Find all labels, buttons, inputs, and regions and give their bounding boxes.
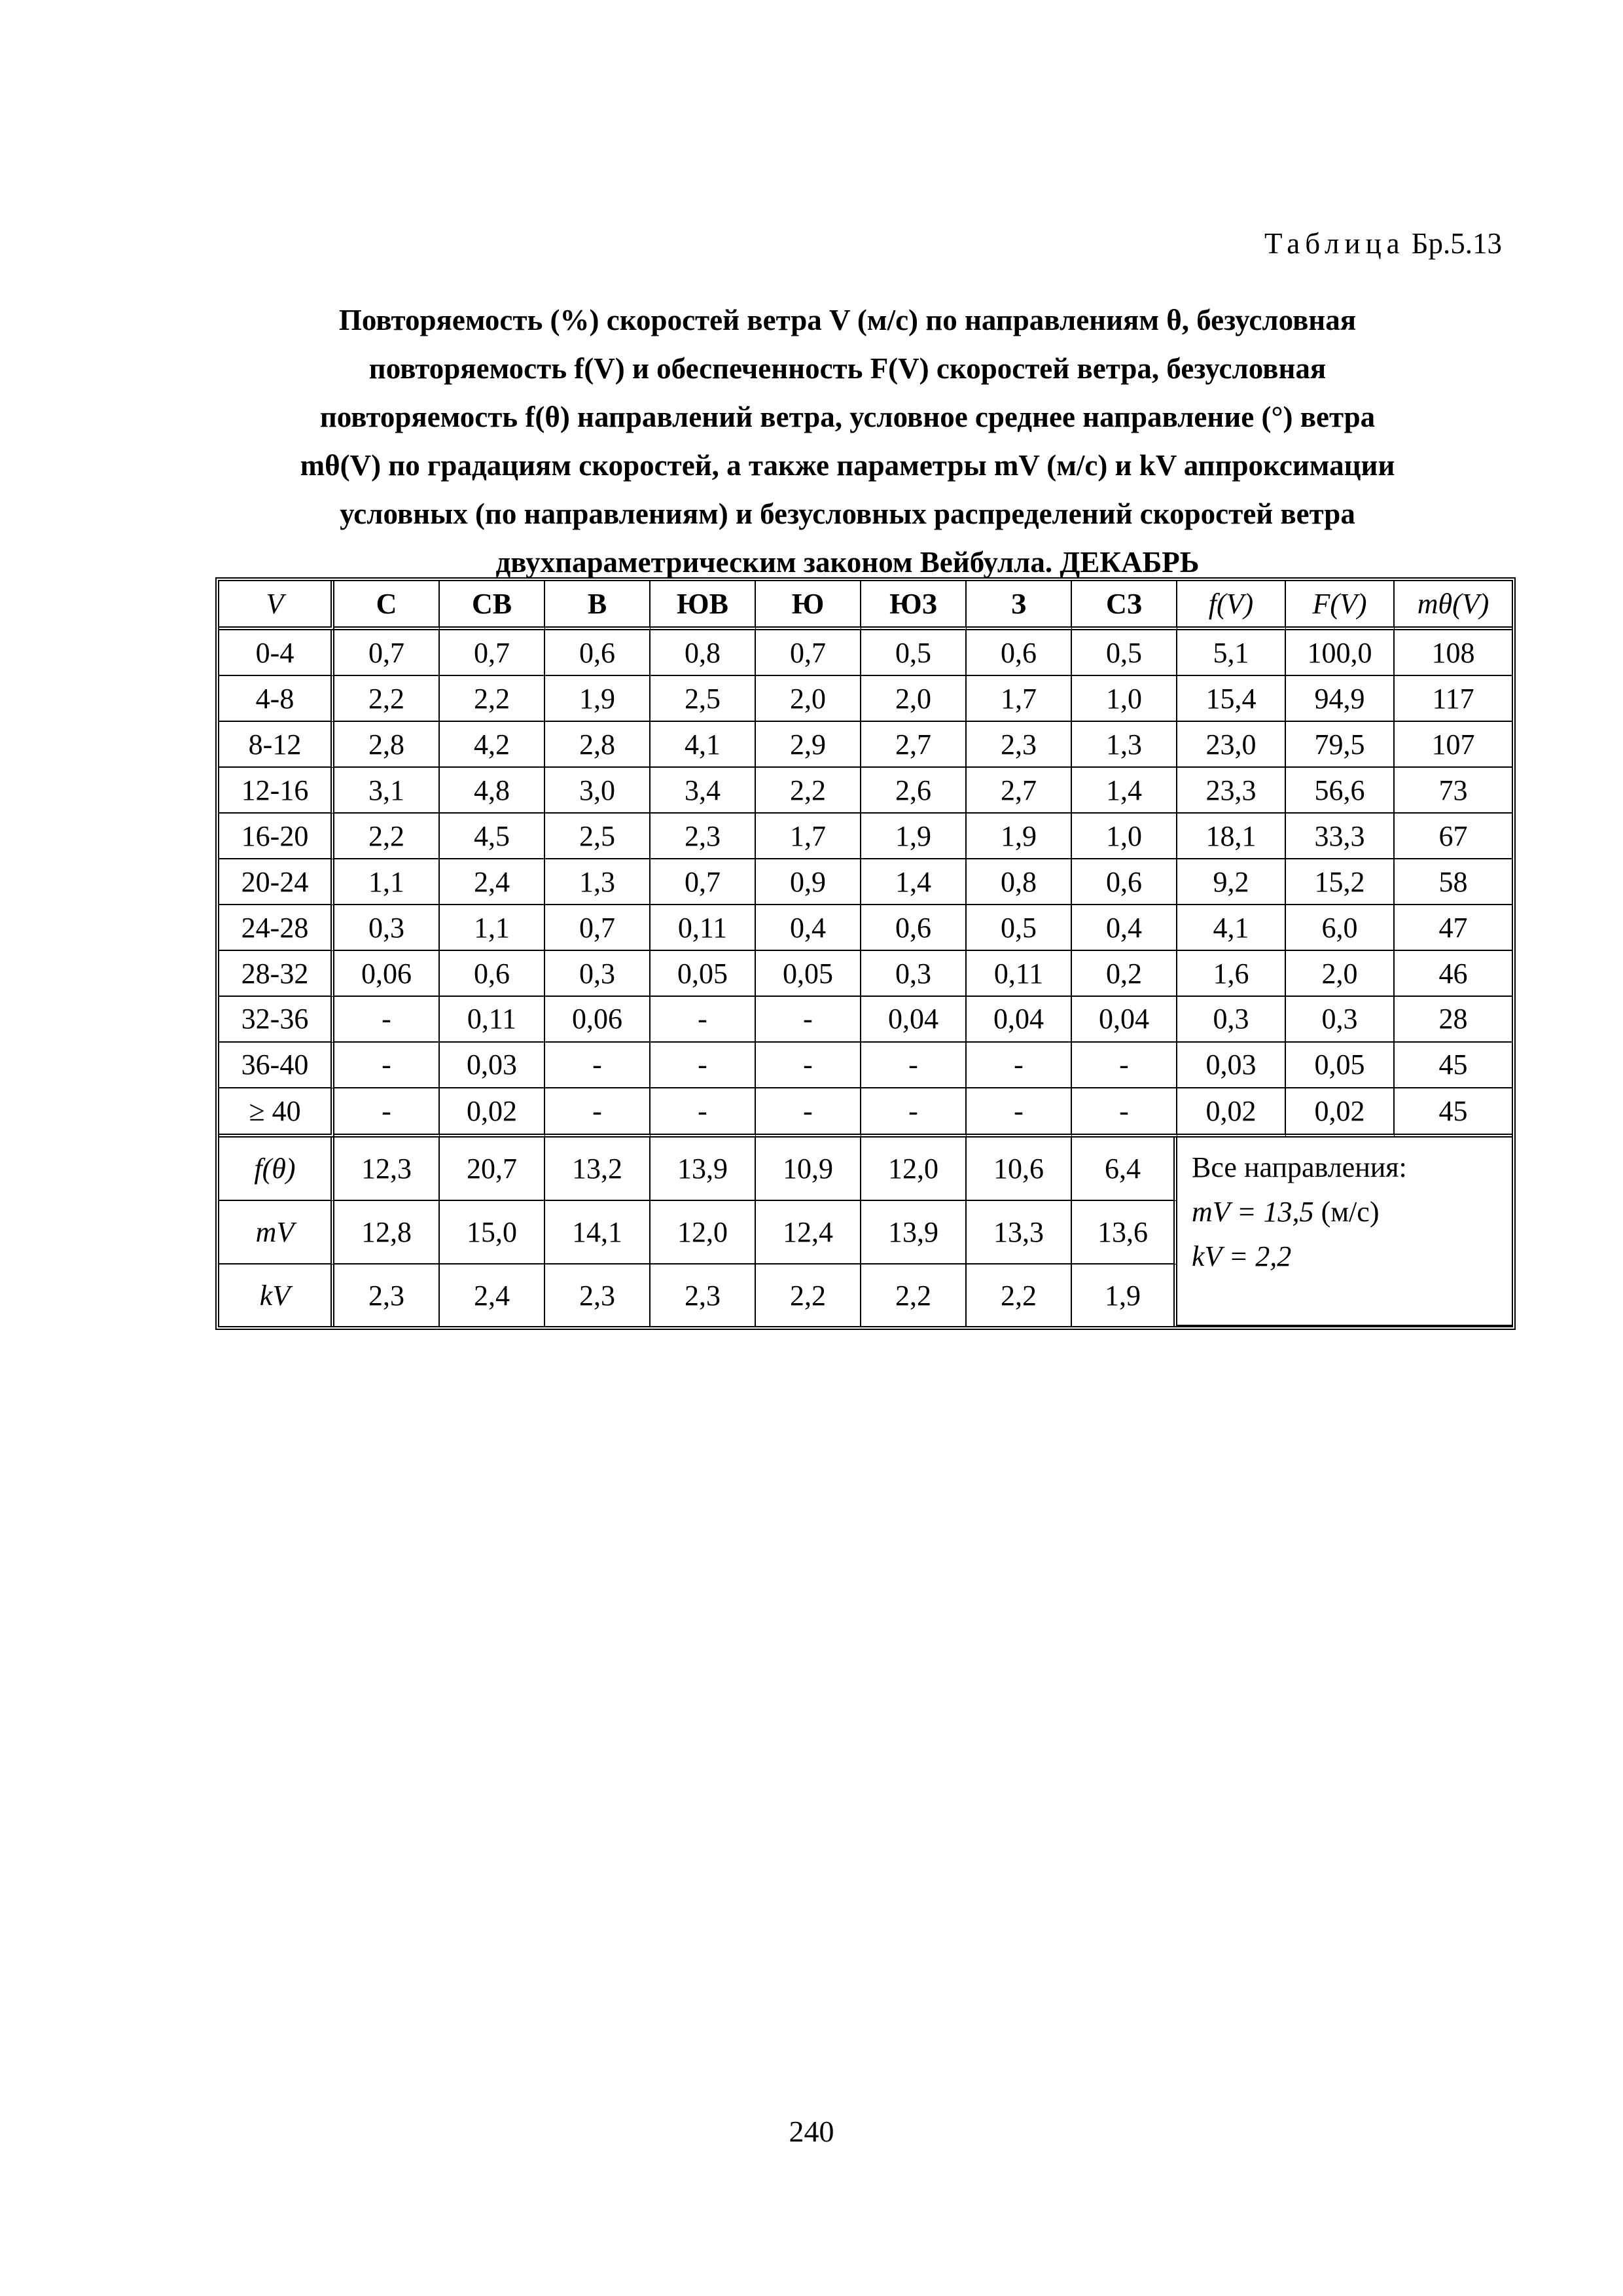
table-cell: 2,8 [545,722,651,768]
table-cell: 2,7 [861,722,967,768]
table-cell: 4,2 [440,722,545,768]
table-cell: 2,8 [334,722,440,768]
table-cell: 1,4 [1072,768,1177,814]
caption-line: двухпараметрическим законом Вейбулла. ДЕКАБРЬ [495,546,1200,579]
table-cell: 0,2 [1072,951,1177,997]
table-cell: 1,7 [967,676,1072,722]
table-cell: 2,3 [651,814,756,859]
speed-range-cell: 16-20 [219,814,334,859]
table-cell: - [967,1043,1072,1088]
table-cell: 9,2 [1177,859,1286,905]
column-header: СЗ [1072,581,1177,630]
table-row [219,1043,1512,1088]
table-cell: 0,6 [861,905,967,951]
table-row [219,951,1512,997]
table-cell: 1,0 [1072,814,1177,859]
table-cell: 47 [1395,905,1512,951]
speed-range-cell: 32-36 [219,997,334,1043]
stat-cell: 10,6 [967,1138,1072,1201]
table-cell: 0,3 [1286,997,1395,1043]
table-cell: 5,1 [1177,630,1286,676]
table-cell: 0,3 [334,905,440,951]
wind-speed-table [215,577,1516,1330]
stat-cell: 1,9 [1072,1265,1177,1326]
stat-cell: 13,9 [861,1201,967,1265]
table-cell: 2,0 [756,676,861,722]
table-cell: 0,8 [651,630,756,676]
speed-range-cell: 24-28 [219,905,334,951]
table-cell: 0,8 [967,859,1072,905]
table-cell: 28 [1395,997,1512,1043]
table-cell: 0,05 [756,951,861,997]
column-header: mθ(V) [1395,581,1512,630]
summary-kv: kV = 2,2 [1192,1240,1292,1273]
table-cell: 4,8 [440,768,545,814]
table-cell: 0,5 [967,905,1072,951]
table-cell: - [967,1088,1072,1138]
column-header: З [967,581,1072,630]
stat-cell: 2,3 [651,1265,756,1326]
table-cell: 1,9 [861,814,967,859]
table-cell: 0,11 [440,997,545,1043]
speed-range-cell: 20-24 [219,859,334,905]
stat-cell: 12,3 [334,1138,440,1201]
table-cell: 3,1 [334,768,440,814]
stat-cell: 12,0 [861,1138,967,1201]
stat-label: f(θ) [219,1138,334,1201]
stat-cell: 13,6 [1072,1201,1177,1265]
table-cell: 2,7 [967,768,1072,814]
table-cell: 1,3 [545,859,651,905]
column-header: С [334,581,440,630]
column-header: СВ [440,581,545,630]
column-header: ЮВ [651,581,756,630]
table-cell: 0,6 [967,630,1072,676]
table-cell: 2,2 [756,768,861,814]
stat-row [219,1138,1512,1201]
table-cell: 1,1 [440,905,545,951]
stat-cell: 13,2 [545,1138,651,1201]
table-cell: 2,5 [545,814,651,859]
table-cell: 73 [1395,768,1512,814]
table-row [219,1088,1512,1138]
table-cell: 2,0 [861,676,967,722]
table-label-prefix: Таблица [1264,227,1405,260]
table-row [219,814,1512,859]
table-cell: - [1072,1088,1177,1138]
column-header: V [219,581,334,630]
wind-table-container [215,577,1508,1330]
table-cell: 4,1 [1177,905,1286,951]
table-cell: - [334,997,440,1043]
stat-cell: 6,4 [1072,1138,1177,1201]
stat-cell: 20,7 [440,1138,545,1201]
table-cell: 15,2 [1286,859,1395,905]
stat-cell: 12,4 [756,1201,861,1265]
table-cell: 107 [1395,722,1512,768]
table-cell: 0,7 [756,630,861,676]
table-cell: 2,9 [756,722,861,768]
table-cell: - [1072,1043,1177,1088]
caption-line: условных (по направлениям) и безусловных распределений скоростей ветра [340,497,1355,530]
table-cell: 0,6 [440,951,545,997]
table-cell: 0,04 [1072,997,1177,1043]
table-cell: 45 [1395,1088,1512,1138]
table-cell: 1,4 [861,859,967,905]
table-cell: 3,4 [651,768,756,814]
table-cell: 0,11 [651,905,756,951]
table-cell: 0,02 [1286,1088,1395,1138]
table-cell: 0,03 [440,1043,545,1088]
speed-range-cell: 0-4 [219,630,334,676]
table-cell: 1,1 [334,859,440,905]
table-cell: 2,0 [1286,951,1395,997]
stat-label: mV [219,1201,334,1265]
table-cell: 4,5 [440,814,545,859]
speed-range-cell: 8-12 [219,722,334,768]
table-cell: 58 [1395,859,1512,905]
table-cell: 23,3 [1177,768,1286,814]
table-cell: 33,3 [1286,814,1395,859]
table-cell: 0,3 [1177,997,1286,1043]
summary-mv [1192,1190,1512,1234]
table-row [219,905,1512,951]
table-cell: 2,4 [440,859,545,905]
table-cell: 2,5 [651,676,756,722]
table-cell: 45 [1395,1043,1512,1088]
table-cell: 0,7 [440,630,545,676]
table-cell: - [334,1088,440,1138]
table-cell: 1,3 [1072,722,1177,768]
table-cell: 2,2 [334,676,440,722]
table-cell: 0,5 [1072,630,1177,676]
caption-line: повторяемость f(θ) направлений ветра, условное среднее направление (°) ветра [319,401,1376,433]
table-cell: 0,03 [1177,1043,1286,1088]
table-cell: 100,0 [1286,630,1395,676]
table-cell: 0,9 [756,859,861,905]
speed-range-cell: ≥ 40 [219,1088,334,1138]
table-cell: 4,1 [651,722,756,768]
table-cell: 1,9 [967,814,1072,859]
table-row [219,722,1512,768]
stat-cell: 13,3 [967,1201,1072,1265]
table-cell: 2,3 [967,722,1072,768]
table-cell: 18,1 [1177,814,1286,859]
table-cell: - [334,1043,440,1088]
table-cell: 0,11 [967,951,1072,997]
stat-label: kV [219,1265,334,1326]
stat-cell: 15,0 [440,1201,545,1265]
speed-range-cell: 4-8 [219,676,334,722]
table-cell: - [756,1088,861,1138]
stat-cell: 10,9 [756,1138,861,1201]
table-cell: - [651,1088,756,1138]
table-cell: 0,4 [1072,905,1177,951]
table-cell: 1,0 [1072,676,1177,722]
table-cell: 2,2 [334,814,440,859]
stat-cell: 2,2 [861,1265,967,1326]
table-cell: 0,4 [756,905,861,951]
column-header: Ю [756,581,861,630]
stat-cell: 2,2 [756,1265,861,1326]
table-cell: 15,4 [1177,676,1286,722]
speed-range-cell: 12-16 [219,768,334,814]
table-cell: - [651,1043,756,1088]
table-cell: 1,7 [756,814,861,859]
header-row [219,581,1512,630]
table-cell: 46 [1395,951,1512,997]
table-row [219,859,1512,905]
stat-cell: 12,0 [651,1201,756,1265]
stat-cell: 13,9 [651,1138,756,1201]
column-header: f(V) [1177,581,1286,630]
table-cell: 117 [1395,676,1512,722]
table-cell: 0,3 [545,951,651,997]
stat-cell: 2,4 [440,1265,545,1326]
caption-line: mθ(V) по градациям скоростей, а также параметры mV (м/с) и kV аппроксимации [300,449,1395,482]
table-row [219,676,1512,722]
caption-line: Повторяемость (%) скоростей ветра V (м/с) по направлениям θ, безусловная [338,304,1357,336]
table-cell: 0,6 [1072,859,1177,905]
table-cell: 0,05 [1286,1043,1395,1088]
table-cell: - [756,1043,861,1088]
table-label [1264,226,1502,260]
table-cell: - [861,1088,967,1138]
table-cell: 3,0 [545,768,651,814]
all-directions-summary [1177,1138,1512,1326]
stat-cell: 2,3 [334,1265,440,1326]
table-cell: 79,5 [1286,722,1395,768]
table-caption [209,296,1486,586]
table-cell: 94,9 [1286,676,1395,722]
table-cell: 67 [1395,814,1512,859]
table-cell: 0,6 [545,630,651,676]
table-cell: - [545,1088,651,1138]
table-cell: - [756,997,861,1043]
column-header: В [545,581,651,630]
table-cell: 6,0 [1286,905,1395,951]
column-header: F(V) [1286,581,1395,630]
table-cell: - [651,997,756,1043]
table-cell: 0,7 [334,630,440,676]
table-cell: - [861,1043,967,1088]
summary-mv-unit: (м/с) [1321,1196,1380,1229]
summary-title: Все направления: [1192,1151,1407,1184]
table-cell: 0,02 [1177,1088,1286,1138]
stat-cell: 2,3 [545,1265,651,1326]
stat-cell: 12,8 [334,1201,440,1265]
table-row [219,768,1512,814]
table-cell: 1,6 [1177,951,1286,997]
table-cell: 0,06 [545,997,651,1043]
table-row [219,630,1512,676]
table-cell: 0,3 [861,951,967,997]
stat-cell: 2,2 [967,1265,1072,1326]
table-cell: 0,5 [861,630,967,676]
speed-range-cell: 36-40 [219,1043,334,1088]
table-cell: 2,2 [440,676,545,722]
speed-range-cell: 28-32 [219,951,334,997]
table-cell: 0,04 [861,997,967,1043]
column-header: ЮЗ [861,581,967,630]
table-cell: - [545,1043,651,1088]
table-cell: 1,9 [545,676,651,722]
caption-line: повторяемость f(V) и обеспеченность F(V) скоростей ветра, безусловная [368,352,1327,385]
table-cell: 0,7 [651,859,756,905]
table-cell: 0,7 [545,905,651,951]
page-number: 240 [789,2115,834,2148]
table-cell: 56,6 [1286,768,1395,814]
table-cell: 0,02 [440,1088,545,1138]
table-row [219,997,1512,1043]
stat-cell: 14,1 [545,1201,651,1265]
table-cell: 2,6 [861,768,967,814]
table-cell: 0,04 [967,997,1072,1043]
table-cell: 0,06 [334,951,440,997]
summary-mv-value: mV = 13,5 [1192,1196,1314,1229]
table-cell: 23,0 [1177,722,1286,768]
table-cell: 108 [1395,630,1512,676]
table-label-number: Бр.5.13 [1411,227,1502,260]
table-cell: 0,05 [651,951,756,997]
